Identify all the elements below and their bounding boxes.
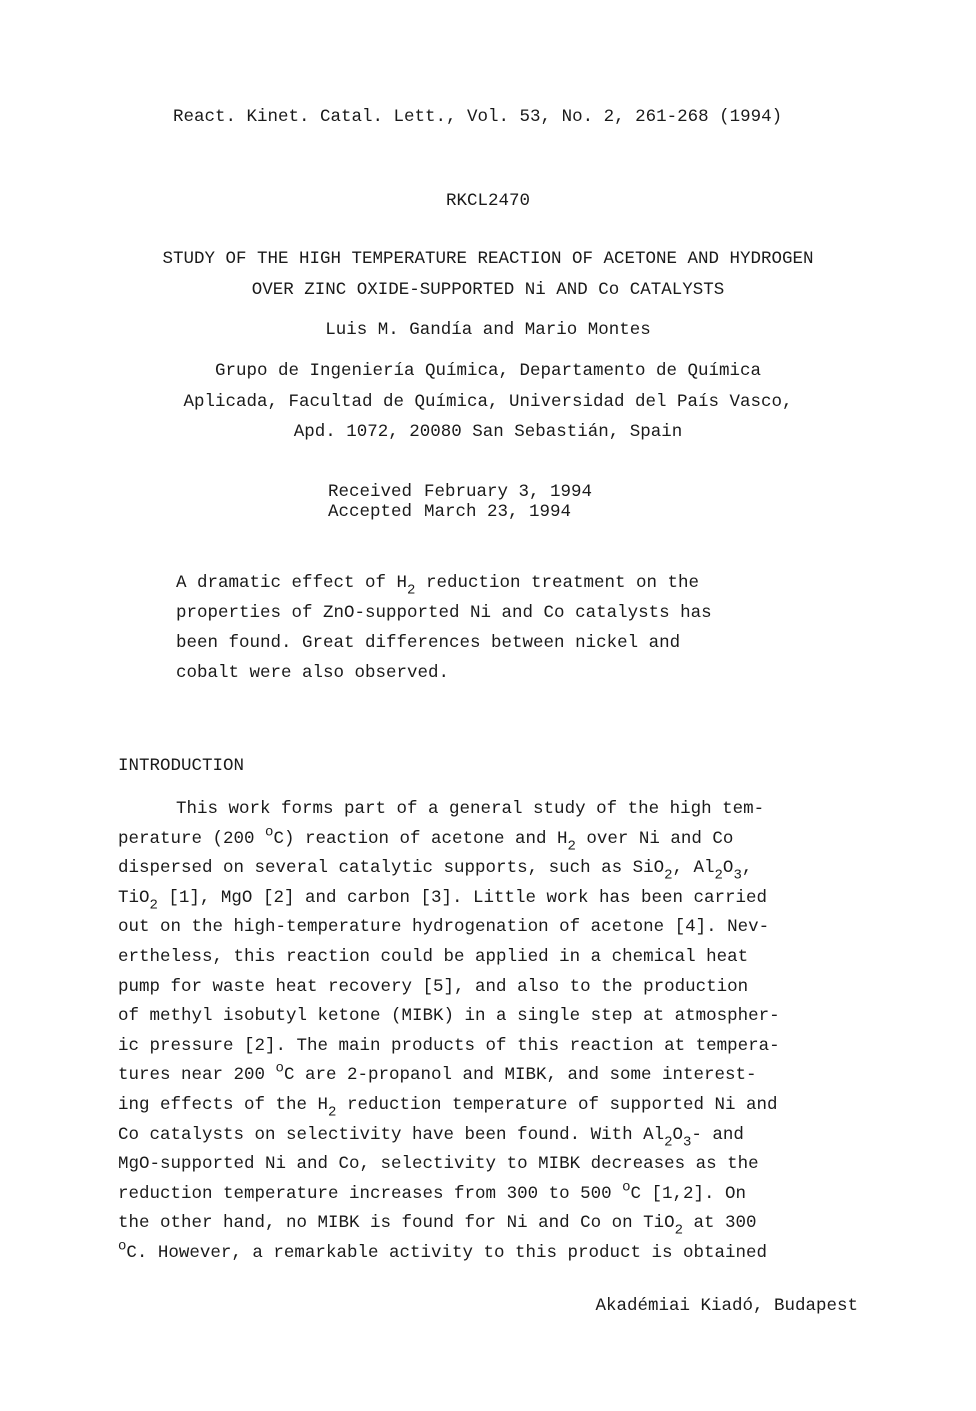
intro-line: $^o$C. However, a remarkable activity to this product is obtained [118, 1238, 768, 1263]
intro-line: ing effects of the $H_2$ reduction temperature of supported Ni and [118, 1094, 778, 1121]
title-line-2: OVER ZINC OXIDE-SUPPORTED Ni AND Co CATALYSTS [251, 280, 725, 300]
dates-block [328, 482, 604, 522]
intro-line: the other hand, no MIBK is found for Ni and Co on TiO$_2$ at 300 [118, 1213, 757, 1239]
accepted-label: Accepted [328, 502, 413, 522]
authors: Luis M. Gandía and Mario Montes [325, 320, 651, 340]
received-row [328, 482, 604, 502]
journal-reference: React. Kinet. Catal. Lett., Vol. 53, No. 2, 261-268 (1994) [173, 107, 783, 127]
intro-line: Co catalysts on selectivity have been found. With $Al_2O_3-$ and [118, 1124, 744, 1150]
accepted-date: March 23, 1994 [424, 502, 572, 522]
affiliation-line-2: Aplicada, Facultad de Química, Universidad del País Vasco, [183, 392, 793, 412]
received-label: Received [328, 482, 413, 502]
intro-line: ertheless, this reaction could be applied in a chemical heat [118, 946, 749, 967]
affiliation-line-1: Grupo de Ingeniería Química, Departamento de Química [214, 361, 762, 381]
intro-line: out on the high-temperature hydrogenation of acetone [4]. Nev- [118, 917, 770, 938]
title-line-1: STUDY OF THE HIGH TEMPERATURE REACTION OF ACETONE AND HYDROGEN [162, 249, 814, 269]
article-code: RKCL2470 [445, 191, 530, 211]
intro-line: pump for waste heat recovery [5], and also to the production [118, 976, 749, 997]
intro-line: of methyl isobutyl ketone (MIBK) in a single step at atmospher- [118, 1006, 780, 1027]
abstract [176, 568, 712, 688]
abstract-line: cobalt were also observed. [176, 663, 450, 683]
abstract-line: properties of ZnO-supported Ni and Co catalysts has [176, 603, 712, 623]
abstract-line: A dramatic effect of $H_2$ reduction treatment on the [176, 573, 699, 599]
abstract-line: been found. Great differences between nickel and [176, 633, 681, 653]
intro-line: This work forms part of a general study of the high tem- [176, 799, 765, 819]
received-date: February 3, 1994 [424, 482, 593, 502]
intro-line: dispersed on several catalytic supports, such as SiO$_2$, $Al_2O_3$, [118, 858, 753, 884]
section-heading-introduction: INTRODUCTION [118, 756, 245, 776]
intro-line: perature (200 $^o$C) reaction of acetone and $H_2$ over Ni and Co [118, 823, 734, 854]
intro-line: MgO-supported Ni and Co, selectivity to MIBK decreases as the [118, 1154, 759, 1175]
intro-line: TiO$_2$ [1], MgO [2] and carbon [3]. Little work has been carried [118, 887, 768, 914]
intro-paragraph [118, 795, 780, 1269]
accepted-row [328, 502, 604, 522]
intro-line: reduction temperature increases from 300 to 500 $^o$C [1,2]. On [118, 1179, 747, 1204]
publisher-footer: Akadémiai Kiadó, Budapest [595, 1296, 858, 1316]
affiliation-line-3: Apd. 1072, 20080 San Sebastián, Spain [293, 422, 683, 442]
intro-line: ic pressure [2]. The main products of this reaction at tempera- [118, 1035, 780, 1056]
intro-line: tures near 200 $^o$C are 2-propanol and MIBK, and some interest- [118, 1060, 757, 1086]
